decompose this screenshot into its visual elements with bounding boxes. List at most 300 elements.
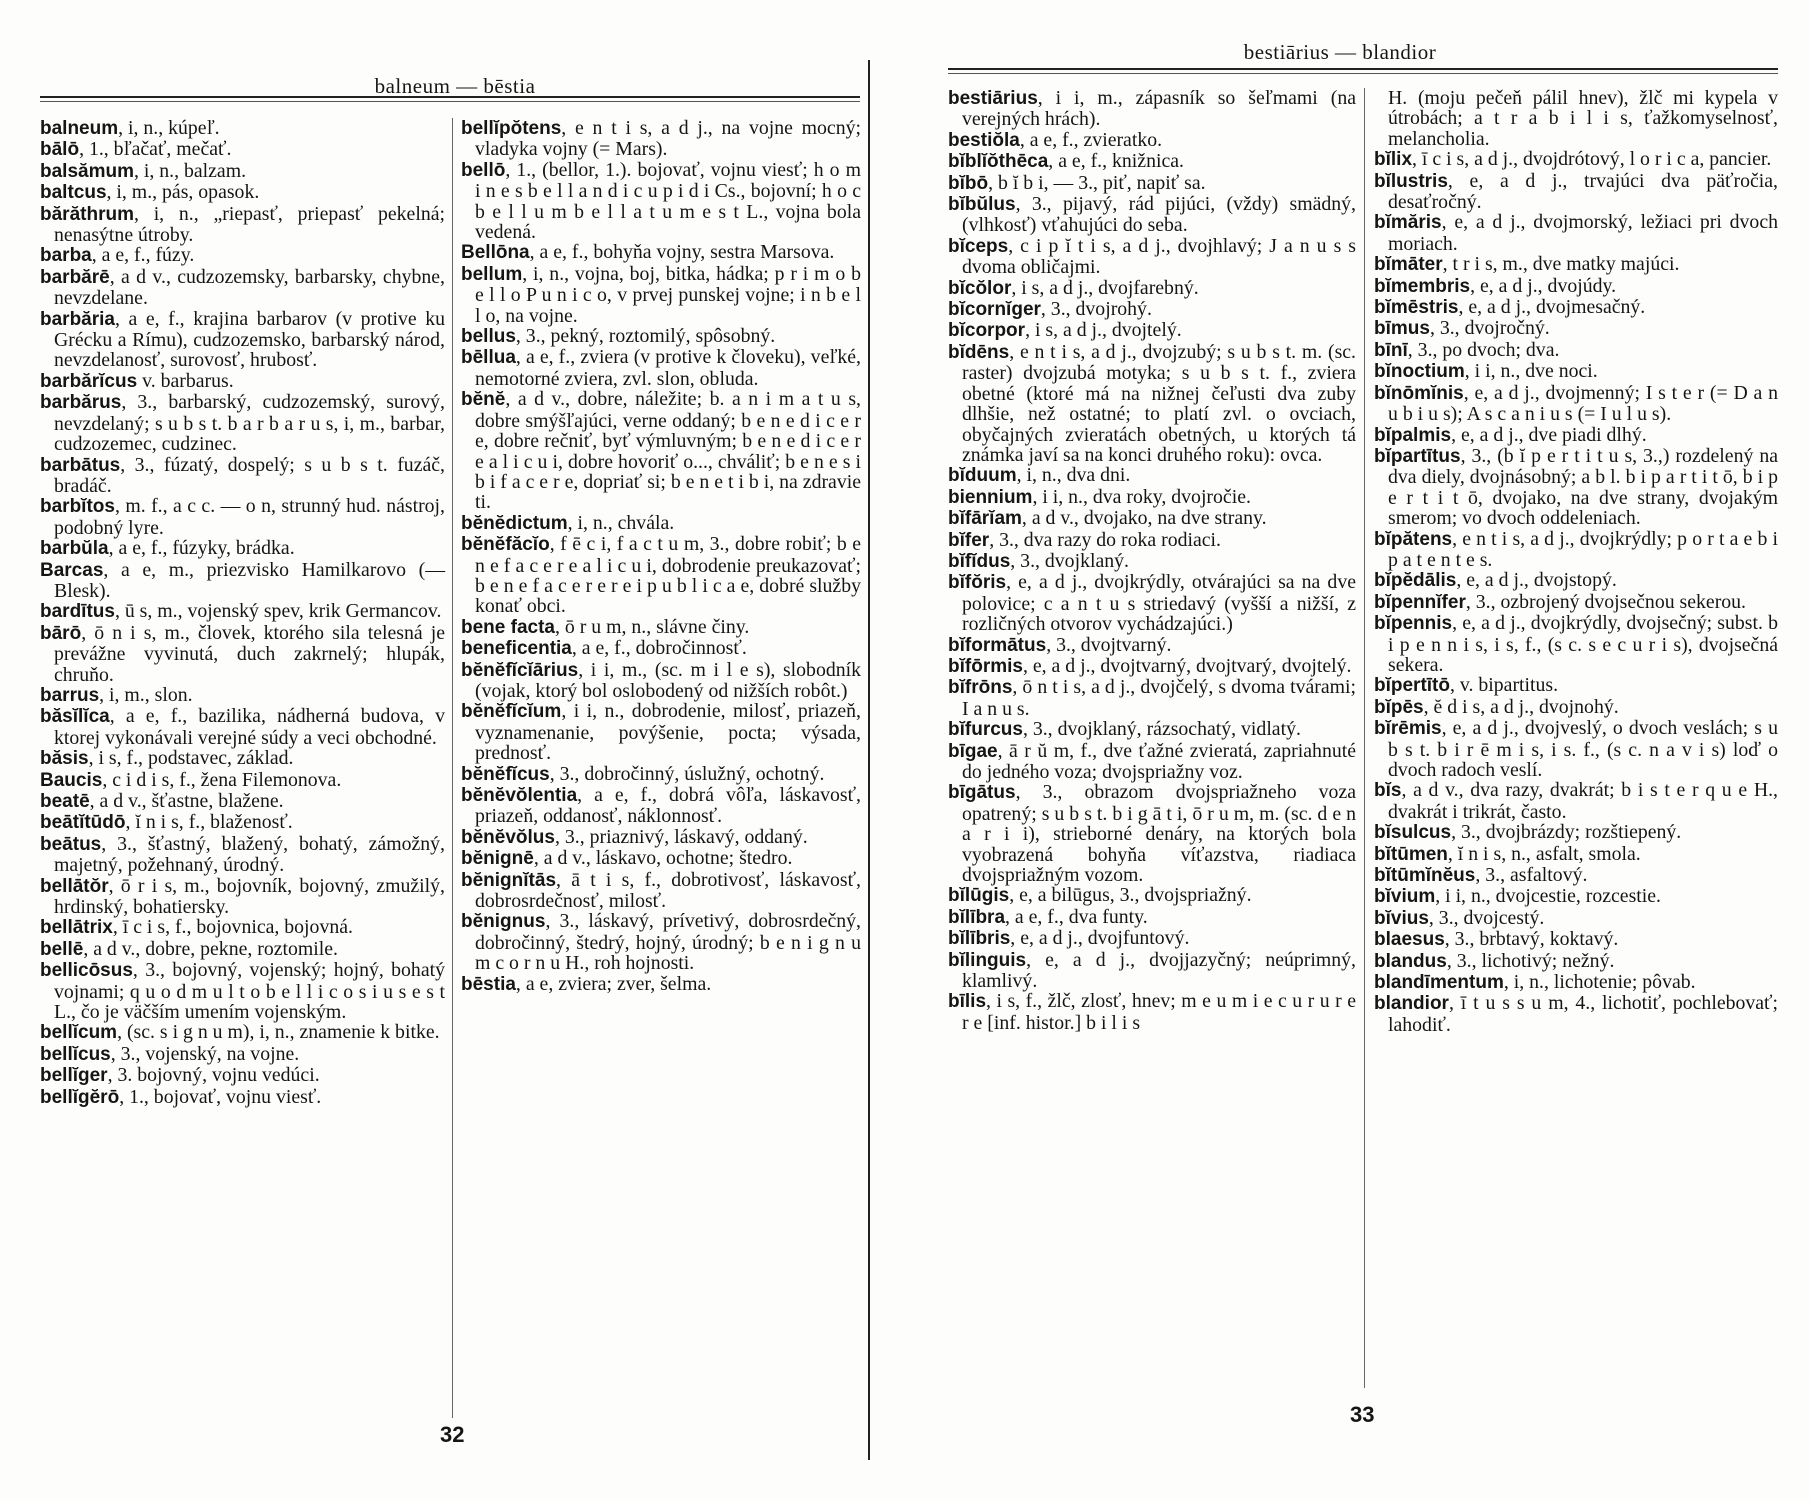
entry-definition: , ĭ n i s, f., blaženosť. — [125, 811, 293, 834]
entry-headword: bĭtūmĭnĕus — [1374, 865, 1476, 887]
dictionary-entry — [1374, 675, 1778, 696]
entry-definition: , i, n., vojna, boj, bitka, hádka; p r i m o b e l l o P u n i c o, v prvej punskej vojne; i n b e l l o, na vojne. — [475, 262, 861, 327]
entry-definition: , 3. bojovný, vojnu vedúci. — [107, 1064, 320, 1087]
dictionary-entry — [40, 876, 445, 918]
entry-headword: bīnī — [1374, 339, 1408, 361]
entry-headword: bĭsulcus — [1374, 822, 1452, 844]
entry-headword: bĕnĕfĭcĭārius — [461, 659, 579, 681]
entry-definition: , a e, f., fúzyky, brádka. — [108, 537, 295, 560]
dictionary-entry — [1374, 972, 1778, 993]
entry-definition: , ū s, m., vojenský spev, krik Germancov. — [114, 600, 442, 623]
entry-headword: bĕnignus — [461, 911, 546, 933]
dictionary-entry — [461, 513, 861, 534]
entry-definition: , e, a d j., dvojmesačný. — [1458, 296, 1646, 319]
entry-definition: , ī c i s, a d j., dvojdrótový, l o r i c a, pancier. — [1412, 148, 1772, 171]
entry-headword: bellātŏr — [40, 875, 109, 897]
dictionary-entry — [461, 160, 861, 243]
entry-definition: , ā r ŭ m, f., dve ťažné zvieratá, zapriahnuté do jedného voza; dvojspriažny voz. — [962, 739, 1356, 783]
entry-headword: bĕnĕvŏlentia — [461, 785, 578, 806]
entry-headword: beneficentia — [461, 638, 572, 660]
dictionary-entry — [40, 791, 445, 812]
entry-definition: , e, a d j., dvojjazyčný; neúprimný, klamlivý. — [962, 948, 1356, 993]
entry-headword: bĕnignē — [461, 848, 534, 870]
entry-definition: , 3., pijavý, rád pijúci, (vždy) smädný, (vlhkosť) vťahujúci do seba. — [962, 193, 1356, 237]
entry-definition: , 3., vojenský, na vojne. — [110, 1042, 300, 1065]
dictionary-entry — [40, 182, 445, 203]
entry-headword: bēllua — [461, 347, 516, 369]
entry-headword: bēstia — [461, 973, 516, 995]
dictionary-entry — [40, 139, 445, 160]
entry-definition: , a e, f., fúzy. — [91, 244, 195, 267]
dictionary-entry — [948, 508, 1356, 529]
entry-headword: bĭpĕdālis — [1374, 570, 1457, 592]
entry-definition: , c i p ĭ t i s, a d j., dvojhlavý; J a n u s s dvoma obličajmi. — [962, 234, 1356, 279]
entry-definition: , a e, f., bazilika, nádherná budova, v ktorej vykonávali verejné súdy a veci obchodné. — [54, 705, 445, 749]
entry-definition: , i, m., pás, opasok. — [106, 181, 260, 204]
entry-definition: , 3., dvojcestý. — [1428, 906, 1545, 929]
dictionary-entry — [948, 572, 1356, 634]
dictionary-entry — [948, 991, 1356, 1033]
dictionary-entry — [461, 389, 861, 512]
entry-headword: bĭformātus — [948, 634, 1047, 656]
dictionary-entry — [1374, 718, 1778, 780]
dictionary-entry — [1374, 570, 1778, 591]
dictionary-entry — [948, 236, 1356, 278]
entry-definition: , a d v., láskavo, ochotne; štedro. — [533, 847, 793, 870]
entry-definition: , 3., priaznivý, láskavý, oddaný. — [554, 825, 808, 848]
entry-definition: , a e, f., dva funty. — [1005, 905, 1148, 928]
dictionary-entry — [1374, 340, 1778, 361]
entry-headword: bĭmăris — [1374, 212, 1442, 234]
dictionary-entry — [461, 326, 861, 347]
entry-definition: , e, a d j., dvojmenný; I s t e r (= D a n u b i u s); A s c a n i u s (= I u l u s). — [1388, 381, 1778, 426]
entry-headword: bellicōsus — [40, 960, 133, 982]
entry-headword: bĭpennĭfer — [1374, 591, 1466, 613]
dictionary-entry — [40, 371, 445, 392]
dictionary-entry — [40, 834, 445, 876]
entry-definition: , i i, n., dva roky, dvojročie. — [1032, 485, 1251, 508]
entry-definition: , f ē c i, f a c t u m, 3., dobre robiť; b e n e f a c e r e a l i c u i, dobrodenie preukazovať; b e n e f a c e r e r e i p u b l i c a e, dobré služby konať obci. — [475, 533, 861, 618]
dictionary-entry — [948, 928, 1356, 949]
entry-definition: , 3., (b ĭ p e r t i t u s, 3.,) rozdelený na dva diely, dvojnásobný; a b l. b i p a r t i t ō, b i p e r t i t ō, dvojako, na dve strany, dvojakým smerom; vo dvoch oddeleniach. — [1388, 444, 1778, 530]
entry-headword: băsis — [40, 748, 89, 770]
entry-definition: , a e, f., zviera (v protive k človeku), veľké, nemotorné zviera, zvl. slon, obluda. — [475, 346, 861, 390]
dictionary-entry — [1374, 149, 1778, 170]
entry-definition: , a e, f., dobrá vôľa, láskavosť, priazeň, oddanosť, náklonnosť. — [475, 784, 861, 828]
entry-definition: H. (moju pečeň pálil hnev), žlč mi kypela v útrobách; a t r a b i l i s, ťažkomyselnosť, melancholia. — [1388, 87, 1778, 150]
dictionary-entry — [1374, 276, 1778, 297]
dictionary-entry — [40, 1022, 445, 1043]
entry-definition: , v. bipartitus. — [1450, 674, 1559, 697]
entry-headword: barrus — [40, 684, 100, 706]
dictionary-entry — [461, 974, 861, 995]
entry-definition: , i, n., chvála. — [567, 511, 675, 534]
entry-definition: , 3., obrazom dvojspriažneho voza opatrený; s u b s t. b i g ā t i, ō r u m, m. (sc. d e n a r i i), strieborné denáry, na ktorých bola vyobrazená bohyňa víťazstva, riadiaca dvojspriažným vozom. — [962, 781, 1356, 887]
dictionary-entry — [1374, 929, 1778, 950]
entry-definition: , e n t i s, a d j., dvojkrýdly; p o r t a e b i p a t e n t e s. — [1388, 527, 1778, 571]
dictionary-entry — [461, 764, 861, 785]
entry-headword: bĭs — [1374, 780, 1402, 802]
entry-headword: barbărus — [40, 392, 122, 414]
entry-headword: bellĭcum — [40, 1022, 118, 1044]
dictionary-entry — [461, 242, 861, 263]
dictionary-entry — [461, 638, 861, 659]
dictionary-entry — [461, 617, 861, 638]
entry-definition: , i, n., kúpeľ. — [118, 117, 220, 139]
entry-definition: , (sc. s i g n u m), i, n., znamenie k bitke. — [117, 1021, 440, 1044]
dictionary-entry — [1374, 865, 1778, 886]
entry-definition: , 3., dvojročný. — [1429, 317, 1550, 340]
entry-headword: blaesus — [1374, 929, 1445, 951]
dictionary-entry — [1374, 780, 1778, 822]
entry-definition: , 3., asfaltový. — [1475, 864, 1588, 887]
dictionary-entry — [1374, 844, 1778, 865]
dictionary-entry — [461, 911, 861, 973]
dictionary-entry — [948, 465, 1356, 486]
dictionary-entry — [40, 245, 445, 266]
entry-headword: bĭfŏris — [948, 572, 1007, 594]
entry-headword: beatē — [40, 791, 90, 812]
entry-headword: blandīmentum — [1374, 972, 1504, 994]
entry-headword: bĭpennis — [1374, 613, 1453, 635]
entry-headword: barbātus — [40, 454, 121, 476]
entry-headword: bĕnĕdictum — [461, 512, 568, 534]
entry-definition: , a d v., dvojako, na dve strany. — [1021, 507, 1267, 530]
entry-headword: bĭfurcus — [948, 719, 1023, 741]
entry-definition: , i s, f., žlč, zlosť, hnev; m e u m i e c u r u r e r e [inf. histor.] b i l i s — [962, 990, 1356, 1034]
entry-headword: blandior — [1374, 993, 1449, 1015]
dictionary-entry — [948, 88, 1356, 130]
dictionary-entry — [40, 496, 445, 538]
entry-definition: , ī t u s s u m, 4., lichotiť, pochlebovať; lahodiť. — [1388, 992, 1778, 1036]
entry-headword: bĭlūgis — [948, 885, 1010, 907]
dictionary-entry — [461, 660, 861, 702]
left-page-column-2 — [461, 118, 861, 995]
dictionary-entry — [461, 118, 861, 160]
column-divider-left — [452, 118, 453, 1418]
entry-headword: bellĭger — [40, 1065, 108, 1087]
dictionary-entry — [40, 267, 445, 309]
dictionary-entry — [461, 701, 861, 763]
entry-headword: bene facta — [461, 616, 555, 638]
entry-headword: Barcas — [40, 559, 104, 581]
entry-definition: , 3., dva razy do roka rodiaci. — [989, 528, 1221, 551]
entry-headword: barbĭtos — [40, 496, 115, 518]
entry-headword: bĭtūmen — [1374, 843, 1448, 865]
dictionary-entry — [40, 118, 445, 139]
entry-definition: , e, a d j., dvojkrýdly, otvárajúci sa na dve polovice; c a n t u s striedavý (vyšší a nižší, z rozličných otvorov vychádzajúci.) — [962, 571, 1356, 636]
dictionary-entry — [1374, 88, 1778, 149]
dictionary-entry — [40, 960, 445, 1022]
entry-definition: , a e, m., priezvisko Hamilkarovo (— Blesk). — [54, 558, 445, 602]
entry-headword: bĕnĕfĭcĭum — [461, 701, 562, 723]
dictionary-entry — [948, 194, 1356, 236]
entry-definition: , b ĭ b i, — 3., piť, napiť sa. — [988, 171, 1206, 194]
entry-definition: , a e, f., zvieratko. — [1019, 128, 1163, 151]
book-gutter — [868, 60, 870, 1460]
dictionary-entry — [1374, 446, 1778, 529]
entry-headword: bĭpertītō — [1374, 675, 1450, 697]
entry-definition: , 3., barbarský, cudzozemský, surový, nevzdelaný; s u b s t. b a r b a r u s, i, m., barbar, cudzozemec, cudzinec. — [54, 391, 445, 456]
entry-headword: bālō — [40, 139, 80, 161]
entry-definition: , i i, n., dve noci. — [1464, 360, 1598, 383]
entry-definition: , i s, f., podstavec, základ. — [88, 747, 294, 770]
entry-headword: bĭnoctium — [1374, 361, 1465, 383]
dictionary-entry — [40, 560, 445, 602]
entry-headword: bĭbŭlus — [948, 194, 1016, 216]
entry-definition: , a d v., dobre, pekne, roztomile. — [83, 937, 339, 960]
left-page-column-1 — [40, 118, 445, 1108]
entry-headword: bĭpalmis — [1374, 424, 1452, 446]
dictionary-entry — [40, 204, 445, 246]
header-rule-left — [40, 96, 860, 102]
dictionary-entry — [948, 487, 1356, 508]
entry-headword: bĭlinguis — [948, 949, 1027, 971]
dictionary-entry — [40, 455, 445, 497]
entry-definition: , 3., brbtavý, koktavý. — [1444, 928, 1619, 951]
entry-headword: beātus — [40, 833, 102, 855]
entry-definition: , 3., dvojklaný. — [1010, 549, 1129, 572]
dictionary-entry — [40, 685, 445, 706]
dictionary-entry — [40, 392, 445, 454]
dictionary-entry — [1374, 886, 1778, 907]
dictionary-entry — [1374, 171, 1778, 213]
entry-headword: bellĭgĕrō — [40, 1086, 120, 1108]
dictionary-entry — [948, 278, 1356, 299]
dictionary-entry — [461, 848, 861, 869]
entry-headword: bĭbō — [948, 172, 989, 194]
dictionary-entry — [948, 656, 1356, 677]
entry-definition: , 3., dvojklaný, rázsochatý, vidlatý. — [1022, 718, 1301, 741]
entry-definition: , 1., bojovať, vojnu viesť. — [119, 1085, 322, 1108]
dictionary-entry — [948, 530, 1356, 551]
entry-definition: , e, a d j., trvajúci dva päťročia, desaťročný. — [1388, 169, 1778, 214]
dictionary-entry — [948, 320, 1356, 341]
entry-definition: , a d v., dobre, náležite; b. a n i m a t u s, dobre smýšľajúci, verne oddaný; b e n e d i c e r e, dobre rečniť, byť výmluvným; b e n e d i c e r e a l i c u i, dobre hovoriť o..., chváliť; b e n e s i b i f a c e r e, dopriať si; b e n e t i b i, na zdravie ti. — [475, 388, 861, 514]
dictionary-entry — [1374, 361, 1778, 382]
entry-definition: , a e, f., krajina barbarov (v protive ku Grécku a Rímu), cudzozemsko, barbarský národ, nevzdelanosť, surovosť, hrubosť. — [54, 307, 445, 372]
entry-definition: , a e, f., bohyňa vojny, sestra Marsova. — [529, 241, 835, 264]
entry-headword: biennium — [948, 486, 1033, 508]
entry-headword: Baucis — [40, 769, 103, 791]
page-number-left: 32 — [440, 1422, 465, 1447]
entry-headword: bĭmēstris — [1374, 297, 1459, 319]
dictionary-entry — [948, 719, 1356, 740]
entry-definition: , c i d i s, f., žena Filemonova. — [102, 768, 342, 791]
dictionary-entry — [948, 782, 1356, 885]
entry-headword: bardītus — [40, 601, 115, 623]
dictionary-entry — [1374, 592, 1778, 613]
right-page-column-2 — [1374, 88, 1778, 1035]
dictionary-entry — [40, 538, 445, 559]
entry-headword: bĭfārĭam — [948, 508, 1022, 530]
dictionary-entry — [40, 623, 445, 685]
entry-headword: bĭlix — [1374, 149, 1413, 171]
entry-headword: bĭvius — [1374, 907, 1429, 929]
entry-headword: bĕnĕvŏlus — [461, 826, 555, 848]
entry-headword: Bellōna — [461, 242, 530, 264]
dictionary-entry — [1374, 297, 1778, 318]
entry-headword: balsămum — [40, 160, 134, 182]
entry-headword: bestiŏla — [948, 129, 1020, 151]
dictionary-entry — [948, 741, 1356, 783]
entry-headword: bārō — [40, 622, 82, 644]
entry-definition: , ō r i s, m., bojovník, bojovný, zmužilý, hrdinský, bohatiersky. — [54, 874, 445, 919]
dictionary-entry — [1374, 993, 1778, 1035]
dictionary-entry — [40, 748, 445, 769]
entry-headword: bĕnĕfăcĭo — [461, 534, 550, 556]
entry-definition: , 3., šťastný, blažený, bohatý, zámožný, majetný, požehnaný, úrodný. — [54, 832, 445, 877]
entry-definition: , e, a d j., dvojtvarný, dvojtvarý, dvojtelý. — [1022, 654, 1352, 677]
dictionary-entry — [948, 299, 1356, 320]
entry-definition: , 3., dvojbrázdy; rozštiepený. — [1451, 821, 1682, 844]
entry-definition: , ĕ d i s, a d j., dvojnohý. — [1423, 695, 1619, 718]
entry-headword: bĭcŏlor — [948, 277, 1012, 299]
dictionary-entry — [948, 635, 1356, 656]
entry-headword: bellum — [461, 263, 523, 285]
entry-definition: , ō n i s, m., človek, ktorého sila telesná je prevážne vyvinutá, duch zakrnelý; hlupák, chruňo. — [54, 621, 445, 686]
entry-headword: bĭfrōns — [948, 677, 1013, 699]
entry-definition: , ō r u m, n., slávne činy. — [554, 615, 750, 638]
entry-headword: bĭlustris — [1374, 170, 1448, 192]
entry-headword: bĭceps — [948, 235, 1009, 257]
dictionary-entry — [1374, 318, 1778, 339]
entry-definition: , e, a d j., dve piadi dlhý. — [1451, 423, 1647, 446]
entry-headword: baltcus — [40, 182, 107, 204]
entry-definition: , a d v., dva razy, dvakrát; b i s t e r q u e H., dvakrát i trikrát, často. — [1388, 779, 1778, 823]
entry-headword: bellātrix — [40, 917, 113, 939]
dictionary-entry — [461, 264, 861, 326]
entry-definition: , 3., pekný, roztomilý, spôsobný. — [515, 325, 776, 348]
dictionary-entry — [40, 1044, 445, 1065]
column-divider-right — [1364, 88, 1365, 1388]
entry-headword: bīgātus — [948, 782, 1016, 804]
dictionary-entry — [948, 551, 1356, 572]
dictionary-entry — [1374, 529, 1778, 571]
entry-definition: , a e, f., knižnica. — [1048, 150, 1184, 173]
dictionary-entry — [948, 885, 1356, 906]
entry-definition: , 3., po dvoch; dva. — [1407, 338, 1560, 361]
entry-headword: bĭvium — [1374, 886, 1436, 908]
entry-headword: beātĭtūdō — [40, 812, 126, 834]
dictionary-entry — [1374, 613, 1778, 675]
entry-headword: bĭlībris — [948, 928, 1011, 950]
dictionary-entry — [1374, 697, 1778, 718]
dictionary-entry — [40, 601, 445, 622]
entry-definition: , e, a d j., dvojúdy. — [1470, 274, 1617, 297]
entry-headword: bĭlībra — [948, 906, 1006, 928]
entry-headword: bellĭcus — [40, 1043, 111, 1065]
entry-headword: barbŭla — [40, 538, 109, 560]
entry-headword: bĭblĭŏthēca — [948, 151, 1049, 173]
entry-definition: , t r i s, m., dve matky majúci. — [1442, 253, 1680, 276]
entry-definition: , i, m., slon. — [99, 683, 193, 706]
entry-definition: , i s, a d j., dvojtelý. — [1025, 319, 1182, 342]
dictionary-entry — [461, 870, 861, 912]
dictionary-entry — [948, 907, 1356, 928]
entry-headword: barba — [40, 245, 92, 267]
dictionary-entry — [948, 130, 1356, 151]
entry-definition: , i i, n., dobrodenie, milosť, priazeň, vyznamenanie, povýšenie, pocta; výsada, prednosť. — [475, 700, 861, 765]
entry-definition: , 1., bľačať, mečať. — [79, 138, 232, 161]
dictionary-entry — [1374, 822, 1778, 843]
entry-definition: , e n t i s, a d j., na vojne mocný; vladyka vojny (= Mars). — [475, 117, 861, 161]
entry-definition: , ā t i s, f., dobrotivosť, láskavosť, dobrosrdečnosť, milosť. — [475, 868, 861, 913]
dictionary-entry — [40, 939, 445, 960]
entry-headword: bĭcornĭger — [948, 299, 1041, 321]
entry-definition: , a d v., cudzozemsky, barbarsky, chybne, nevzdelane. — [54, 265, 445, 310]
entry-definition: , i, n., lichotenie; pôvab. — [1503, 971, 1696, 994]
entry-definition: , a d v., šťastne, blažene. — [89, 790, 284, 812]
dictionary-entry — [40, 309, 445, 371]
entry-definition: , 3., bojovný, vojenský; hojný, bohatý vojnami; q u o d m u l t o b e l l i c o s i u s e s t L., čo je väčším umením vojenským. — [54, 959, 445, 1024]
dictionary-entry — [40, 770, 445, 791]
entry-definition: , 3., fúzatý, dospelý; s u b s t. fuzáč, bradáč. — [54, 453, 445, 497]
entry-definition: , e n t i s, a d j., dvojzubý; s u b s t. m. (sc. raster) dvojzubá motyka; s u b s t. f., zviera obetné (ktoré má na nižnej čeľusti dva zuby dlhšie, než ostatné; to platí zvl. o ovciach, obyčajných zvieratách obetných, u ktorých tá známka javí sa na konci druhého roku): ovca. — [962, 340, 1356, 466]
entry-definition: , i, n., balzam. — [133, 159, 247, 182]
entry-headword: blandus — [1374, 950, 1447, 972]
entry-headword: bĭmembris — [1374, 275, 1471, 297]
entry-headword: bĭcorpor — [948, 320, 1026, 342]
dictionary-entry — [1374, 951, 1778, 972]
entry-definition: , i i, m., zápasník so šeľmami (na verejných hrách). — [962, 87, 1356, 131]
entry-definition: , e, a d j., dvojmorský, ležiaci pri dvoch moriach. — [1388, 211, 1778, 255]
entry-headword: bĭnōmĭnis — [1374, 382, 1464, 404]
entry-definition: , i s, a d j., dvojfarebný. — [1011, 276, 1199, 299]
dictionary-entry — [1374, 212, 1778, 254]
dictionary-entry — [1374, 425, 1778, 446]
dictionary-entry — [948, 173, 1356, 194]
entry-headword: bĭmāter — [1374, 254, 1443, 276]
entry-headword: bĭduum — [948, 465, 1017, 487]
dictionary-entry — [461, 534, 861, 617]
dictionary-entry — [40, 1065, 445, 1086]
right-page-column-1 — [948, 88, 1356, 1033]
entry-headword: bĭpartītus — [1374, 445, 1461, 467]
entry-definition: , ĭ n i s, n., asfalt, smola. — [1447, 842, 1641, 865]
entry-definition: , a e, f., dobročinnosť. — [571, 637, 747, 660]
entry-headword: bellĭpŏtens — [461, 118, 562, 139]
entry-definition: , 3., láskavý, prívetivý, dobrosrdečný, dobročinný, štedrý, hojný, úrodný; b e n i g n u m c o r n u H., roh hojnosti. — [475, 910, 861, 975]
entry-headword: bellē — [40, 938, 84, 960]
entry-headword: balneum — [40, 118, 119, 139]
dictionary-entry — [40, 917, 445, 938]
entry-definition: , i i, n., dvojcestie, rozcestie. — [1435, 885, 1661, 908]
header-rule-right — [948, 68, 1778, 74]
entry-definition: , 3., dvojtvarný. — [1046, 633, 1172, 656]
entry-definition: , i, n., dva dni. — [1016, 464, 1131, 487]
entry-definition: , e, a d j., dvojkrýdly, dvojsečný; subst. b i p e n n i s, i s, f., (s c. s e c u r i s), dvojsečná sekera. — [1388, 612, 1778, 676]
entry-definition: , ō n t i s, a d j., dvojčelý, s dvoma tvárami; I a n u s. — [962, 676, 1356, 720]
dictionary-entry — [948, 342, 1356, 465]
dictionary-entry — [461, 785, 861, 827]
entry-headword: barbăria — [40, 308, 115, 330]
entry-headword: bīgae — [948, 740, 998, 762]
entry-headword: barbărē — [40, 266, 110, 288]
entry-headword: băsĭlĭca — [40, 706, 110, 728]
dictionary-entry — [1374, 908, 1778, 929]
dictionary-entry — [40, 706, 445, 748]
entry-definition: , e, a d j., dvojstopý. — [1456, 569, 1617, 592]
entry-headword: bĕnĕfĭcus — [461, 763, 550, 785]
dictionary-entry — [461, 827, 861, 848]
entry-definition: , 1., (bellor, 1.). bojovať, vojnu viesť; h o m i n e s b e l l a n d i c u p i d i Cs., bojovní; h o c b e l l u m b e l l a t u m e s t L., vojna bola vedená. — [475, 158, 861, 244]
entry-definition: , ī c i s, f., bojovnica, bojovná. — [112, 916, 353, 939]
entry-definition: , e, a d j., dvojfuntový. — [1010, 927, 1190, 950]
entry-headword: bĭfer — [948, 529, 990, 551]
entry-headword: bĭfōrmis — [948, 655, 1023, 677]
dictionary-entry — [40, 812, 445, 833]
